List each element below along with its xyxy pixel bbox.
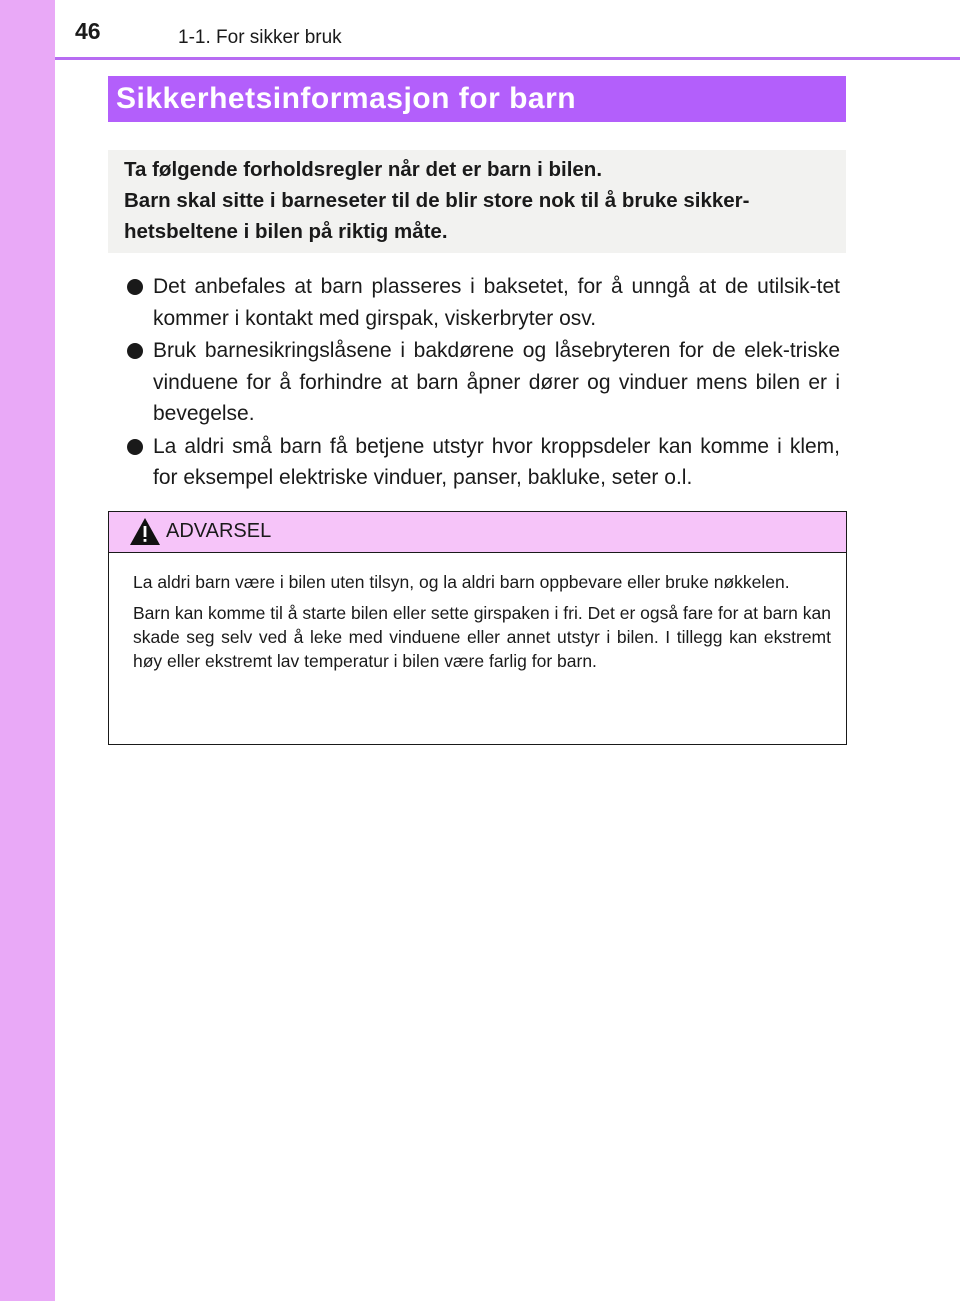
warning-paragraph: La aldri barn være i bilen uten tilsyn, og la aldri barn oppbevare eller bruke nøkkelen.: [133, 572, 790, 592]
side-tab-strip: [0, 0, 55, 1301]
list-item: [126, 335, 840, 430]
chapter-title: 1-1. For sikker bruk: [178, 27, 342, 48]
intro-line-2: Barn skal sitte i barneseter til de blir store nok til å bruke sikker-hetsbeltene i bilen på riktig måte.: [124, 189, 750, 243]
warning-paragraph: Barn kan komme til å starte bilen eller sette girspaken i fri. Det er også fare for at barn kan skade seg selv ved å leke med vinduene eller annet utstyr i bilen. I tillegg kan ekstremt høy eller ekstremt lav temperatur i bilen være farlig for barn.: [133, 603, 831, 671]
warning-header: [109, 512, 846, 553]
intro-line-1: Ta følgende forholdsregler når det er barn i bilen.: [124, 158, 603, 181]
bullet-icon: [127, 279, 143, 295]
list-item: [126, 271, 840, 334]
list-item: [126, 431, 840, 494]
list-item-text: Det anbefales at barn plasseres i baksetet, for å unngå at de utilsik-tet kommer i kontakt med girspak, viskerbryter osv.: [153, 275, 840, 330]
list-item-text: Bruk barnesikringslåsene i bakdørene og låsebryteren for de elek-triske vinduene for å forhindre at barn åpner dører og vinduer mens bilen er i bevegelse.: [153, 339, 840, 425]
bullet-icon: [127, 439, 143, 455]
warning-body: [109, 553, 846, 673]
warning-title: ADVARSEL: [166, 520, 272, 542]
list-item-text: La aldri små barn få betjene utstyr hvor kroppsdeler kan komme i klem, for eksempel elektriske vinduer, panser, bakluke, seter o.l.: [153, 434, 840, 489]
page-number: 46: [75, 18, 101, 44]
intro-box: [108, 150, 846, 253]
bullet-icon: [127, 343, 143, 359]
header-divider: [55, 57, 960, 60]
warning-box: [108, 511, 847, 745]
section-heading: Sikkerhetsinformasjon for barn: [108, 76, 846, 122]
bullet-list: [126, 271, 840, 495]
warning-triangle-icon: [129, 517, 161, 546]
